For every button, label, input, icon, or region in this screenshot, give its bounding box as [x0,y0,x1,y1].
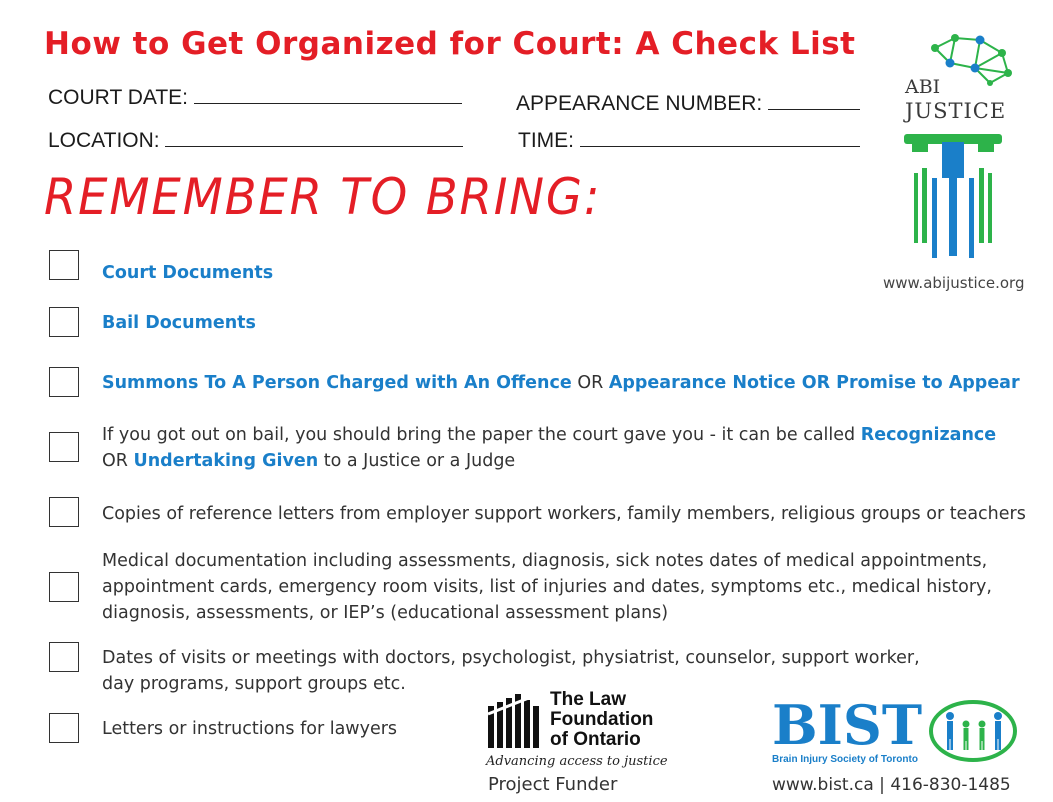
location-label: LOCATION: [48,129,160,152]
appearance-number-field [516,92,860,116]
time-blank[interactable] [580,146,860,147]
location-blank[interactable] [165,146,463,147]
item-bail-documents-text: Bail Documents [102,313,256,333]
law-foundation-line-3: of Ontario [550,729,641,750]
abi-justice-url[interactable]: www.abijustice.org [883,274,1025,292]
bist-separator: | [879,775,885,795]
bist-people-icon [928,700,1018,762]
summons-or: OR [571,373,609,393]
checkbox-summons[interactable] [49,367,79,397]
bist-logo-text: BIST [772,693,923,757]
item-summons [102,370,1020,396]
appearance-notice-text: Appearance Notice OR Promise to Appear [608,373,1020,393]
item-medical-documentation [102,548,992,626]
checkbox-medical-documentation[interactable] [49,572,79,602]
appearance-number-blank[interactable] [768,109,860,110]
bist-phone: 416-830-1485 [890,775,1011,795]
project-funder-label: Project Funder [488,774,618,795]
law-foundation-logo [486,689,676,772]
checkbox-court-documents[interactable] [49,250,79,280]
court-date-blank[interactable] [194,103,462,104]
visit-dates-line-1: Dates of visits or meetings with doctors, psychologist, physiatrist, counselor, support worker, [102,648,920,668]
court-date-label: COURT DATE: [48,86,189,109]
law-foundation-tagline: Advancing access to justice [486,754,668,769]
checkbox-reference-letters[interactable] [49,497,79,527]
item-reference-letters: Copies of reference letters from employer support workers, family members, religious groups or teachers [102,504,1026,524]
bail-paper-or: OR [102,451,134,471]
checkbox-bail-documents[interactable] [49,307,79,337]
page-title: How to Get Organized for Court: A Check List [44,26,856,62]
item-visit-dates [102,645,920,697]
time-label: TIME: [518,129,574,152]
time-field [518,129,860,153]
law-foundation-line-2: Foundation [550,709,654,730]
bist-subtitle: Brain Injury Society of Toronto [772,754,918,765]
checkbox-bail-paper[interactable] [49,432,79,462]
item-bail-documents [102,310,256,336]
bist-contact [772,775,1011,795]
item-court-documents-text: Court Documents [102,263,274,283]
checkbox-visit-dates[interactable] [49,642,79,672]
law-foundation-icon [486,692,546,750]
pillar-gavel-icon [902,128,1012,268]
item-bail-paper [102,422,996,474]
remember-heading: REMEMBER TO BRING: [44,168,602,226]
visit-dates-line-2: day programs, support groups etc. [102,674,406,694]
undertaking-text: Undertaking Given [133,451,319,471]
court-date-field [48,86,462,110]
bail-paper-end: to a Justice or a Judge [318,451,516,471]
appearance-number-label: APPEARANCE NUMBER: [516,92,763,115]
item-lawyer-letters: Letters or instructions for lawyers [102,719,398,739]
summons-text: Summons To A Person Charged with An Offence [102,373,572,393]
abi-text: ABI [905,76,941,98]
justice-text: JUSTICE [905,99,1007,123]
medical-line-1: Medical documentation including assessments, diagnosis, sick notes dates of medical appointments, [102,551,988,571]
abi-justice-logo [880,28,1030,268]
recognizance-text: Recognizance [860,425,997,445]
bail-paper-text: If you got out on bail, you should bring the paper the court gave you - it can be called [102,425,861,445]
checkbox-lawyer-letters[interactable] [49,713,79,743]
medical-line-2: appointment cards, emergency room visits, list of injuries and dates, symptoms etc., medical history, [102,577,992,597]
medical-line-3: diagnosis, assessments, or IEP’s (educational assessment plans) [102,603,669,623]
bist-url[interactable]: www.bist.ca [772,775,874,795]
item-court-documents [102,260,273,286]
brain-network-icon [880,28,1030,88]
location-field [48,129,463,153]
law-foundation-line-1: The Law [550,689,627,710]
